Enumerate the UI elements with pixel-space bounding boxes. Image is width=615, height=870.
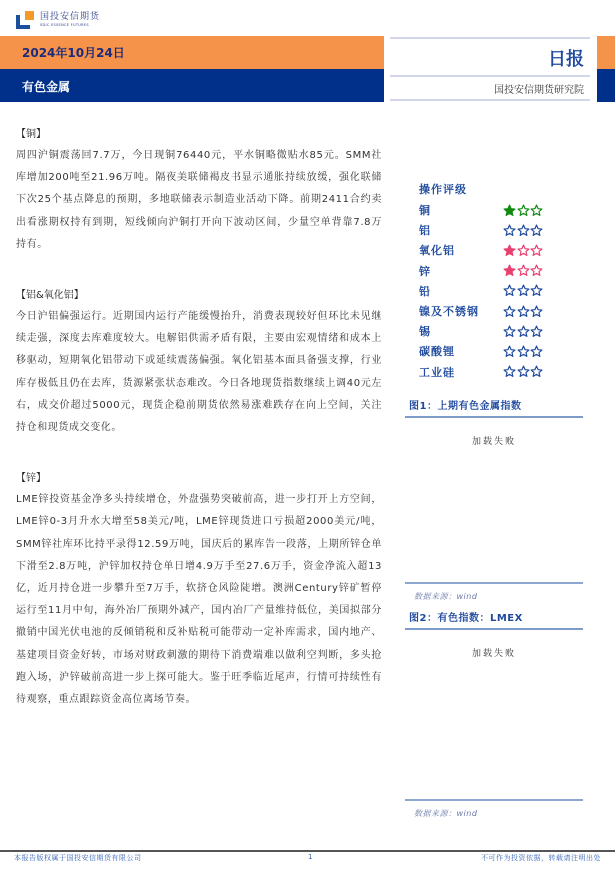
rating-metal-name: 铝 bbox=[419, 224, 431, 238]
star-outline-icon bbox=[530, 284, 543, 297]
section-paragraph: LME锌投资基金净多头持续增仓，外盘强势突破前高，进一步打开上方空间，LME锌0-3月升水大增至58美元/吨，LME锌现货进口亏损超2000美元/吨，SMM锌社库环比持平录得12.59万吨，国庆后的累库告一段落，上期所锌仓单下滑至2.8万吨，沪锌加权持仓单日增4.9万手至27.6万手，资金净流入超13亿，近月持仓进一步攀升至7万手，软挤仓风险陡增。澳洲Century锌矿暂停运行至11月中旬，海外冶厂预期外减产，国内冶厂产量维持低位，美国拟部分撤销中国光伏电池的反倾销税和反补贴税可能带动一定补库需求，国内地产、基建项目资金好转，市场对财政刺激的期待下消费端难以做利空判断，多头抢跑入场，沪锌破前高进一步上探可能大。鉴于旺季临近尾声，行情可持续性有待观察，重点跟踪资金高位离场节奏。 bbox=[16, 494, 382, 706]
star-outline-icon bbox=[503, 365, 516, 378]
divider bbox=[390, 75, 590, 77]
section-aluminum bbox=[16, 286, 382, 439]
divider bbox=[405, 582, 583, 584]
report-type-title: 日报 bbox=[548, 49, 584, 70]
divider bbox=[390, 37, 590, 39]
star-outline-icon bbox=[517, 204, 530, 217]
star-outline-icon bbox=[503, 224, 516, 237]
report-date: 2024年10月24日 bbox=[22, 46, 125, 60]
star-filled-icon bbox=[503, 264, 516, 277]
sector-bar-stub bbox=[597, 69, 615, 102]
star-outline-icon bbox=[530, 244, 543, 257]
star-outline-icon bbox=[517, 224, 530, 237]
rating-row bbox=[419, 220, 599, 240]
logo-cn-text: 国投安信期货 bbox=[40, 11, 101, 22]
rating-stars bbox=[503, 244, 544, 257]
divider bbox=[390, 99, 590, 101]
star-outline-icon bbox=[517, 264, 530, 277]
figure-1 bbox=[409, 398, 579, 447]
figure-load-failed-text: 加载失败 bbox=[471, 437, 516, 447]
rating-stars bbox=[503, 345, 544, 358]
divider bbox=[405, 628, 583, 630]
rating-stars bbox=[503, 204, 544, 217]
rating-row bbox=[419, 240, 599, 260]
star-outline-icon bbox=[530, 305, 543, 318]
rating-metal-name: 工业硅 bbox=[419, 365, 455, 379]
rating-metal-name: 氧化铝 bbox=[419, 244, 455, 258]
rating-row bbox=[419, 321, 599, 341]
rating-stars bbox=[503, 365, 544, 378]
rating-metal-name: 铜 bbox=[419, 204, 431, 218]
star-filled-icon bbox=[503, 204, 516, 217]
figure-2 bbox=[409, 610, 579, 659]
star-outline-icon bbox=[517, 345, 530, 358]
section-copper bbox=[16, 125, 382, 256]
star-outline-icon bbox=[530, 204, 543, 217]
star-outline-icon bbox=[517, 305, 530, 318]
rating-stars bbox=[503, 305, 544, 318]
rating-row bbox=[419, 281, 599, 301]
logo-en-text: SDIC ESSENCE FUTURES bbox=[40, 22, 89, 27]
rating-row bbox=[419, 301, 599, 321]
rating-title: 操作评级 bbox=[419, 183, 467, 196]
footer-copyright: 本报告版权属于国投安信期货有限公司 bbox=[14, 854, 142, 862]
section-zinc bbox=[16, 469, 382, 711]
star-outline-icon bbox=[530, 224, 543, 237]
star-outline-icon bbox=[530, 325, 543, 338]
rating-stars bbox=[503, 325, 544, 338]
commentary-column bbox=[16, 125, 382, 711]
company-logo bbox=[16, 9, 100, 31]
star-outline-icon bbox=[517, 244, 530, 257]
figure-source: 数据来源：wind bbox=[414, 592, 478, 601]
section-title: 【铝&氧化铝】 bbox=[16, 290, 84, 302]
rating-stars bbox=[503, 264, 544, 277]
date-bar-stub bbox=[597, 36, 615, 69]
star-outline-icon bbox=[503, 345, 516, 358]
rating-metal-name: 锌 bbox=[419, 264, 431, 278]
star-outline-icon bbox=[517, 365, 530, 378]
rating-metal-name: 铅 bbox=[419, 284, 431, 298]
divider bbox=[405, 416, 583, 418]
star-outline-icon bbox=[530, 264, 543, 277]
figure-title: 图1：上期有色金属指数 bbox=[409, 401, 522, 412]
section-paragraph: 今日沪铝偏强运行。近期国内运行产能缓慢抬升，消费表现较好但环比未见继续走强，深度去库难度较大。电解铝供需矛盾有限，主要由宏观情绪和成本上移驱动，短期氧化铝带动下或延续震荡偏强。氧化铝基本面具备强支撑，行业库存极低且仍在去库，货源紧张状态难改。今日各地现货指数继续上调40元左右，成交价超过5000元，现货企稳前期货依然易涨难跌存在向上空间，关注持仓和现货成交变化。 bbox=[16, 311, 382, 434]
rating-panel bbox=[419, 180, 599, 382]
star-outline-icon bbox=[503, 325, 516, 338]
institute-name: 国投安信期货研究院 bbox=[494, 85, 584, 96]
figure-title: 图2：有色指数：LMEX bbox=[409, 613, 523, 624]
rating-stars bbox=[503, 224, 544, 237]
rating-metal-name: 锡 bbox=[419, 325, 431, 339]
page-number: 1 bbox=[308, 853, 313, 861]
star-outline-icon bbox=[530, 345, 543, 358]
divider bbox=[405, 799, 583, 801]
star-outline-icon bbox=[517, 325, 530, 338]
figure-source: 数据来源：wind bbox=[414, 809, 478, 818]
rating-row bbox=[419, 200, 599, 220]
rating-metal-name: 碳酸锂 bbox=[419, 345, 455, 359]
star-outline-icon bbox=[530, 365, 543, 378]
company-logo-icon bbox=[16, 11, 34, 29]
rating-stars bbox=[503, 284, 544, 297]
footer-disclaimer: 不可作为投资依据，转载请注明出处 bbox=[481, 854, 601, 862]
section-paragraph: 周四沪铜震荡回7.7万，今日现铜76440元，平水铜略微贴水85元。SMM社库增加200吨至21.96万吨。隔夜美联储褐皮书显示通胀持续放缓，强化联储下次25个基点降息的预期，多地联储表示制造业活动下降。前期2411合约卖出看涨期权持有到期，短线倾向沪铜打开向下波动区间，少量空单背靠7.8万持有。 bbox=[16, 150, 382, 250]
rating-row bbox=[419, 261, 599, 281]
figure-load-failed-text: 加载失败 bbox=[471, 649, 516, 659]
rating-metal-name: 镍及不锈钢 bbox=[419, 305, 479, 319]
rating-row bbox=[419, 362, 599, 382]
report-type-box bbox=[390, 37, 590, 101]
star-outline-icon bbox=[503, 305, 516, 318]
section-title: 【锌】 bbox=[16, 473, 46, 485]
report-sector: 有色金属 bbox=[22, 80, 71, 94]
star-outline-icon bbox=[517, 284, 530, 297]
footer-divider bbox=[0, 850, 615, 852]
star-filled-icon bbox=[503, 244, 516, 257]
section-title: 【铜】 bbox=[16, 129, 46, 140]
rating-row bbox=[419, 341, 599, 361]
star-outline-icon bbox=[503, 284, 516, 297]
